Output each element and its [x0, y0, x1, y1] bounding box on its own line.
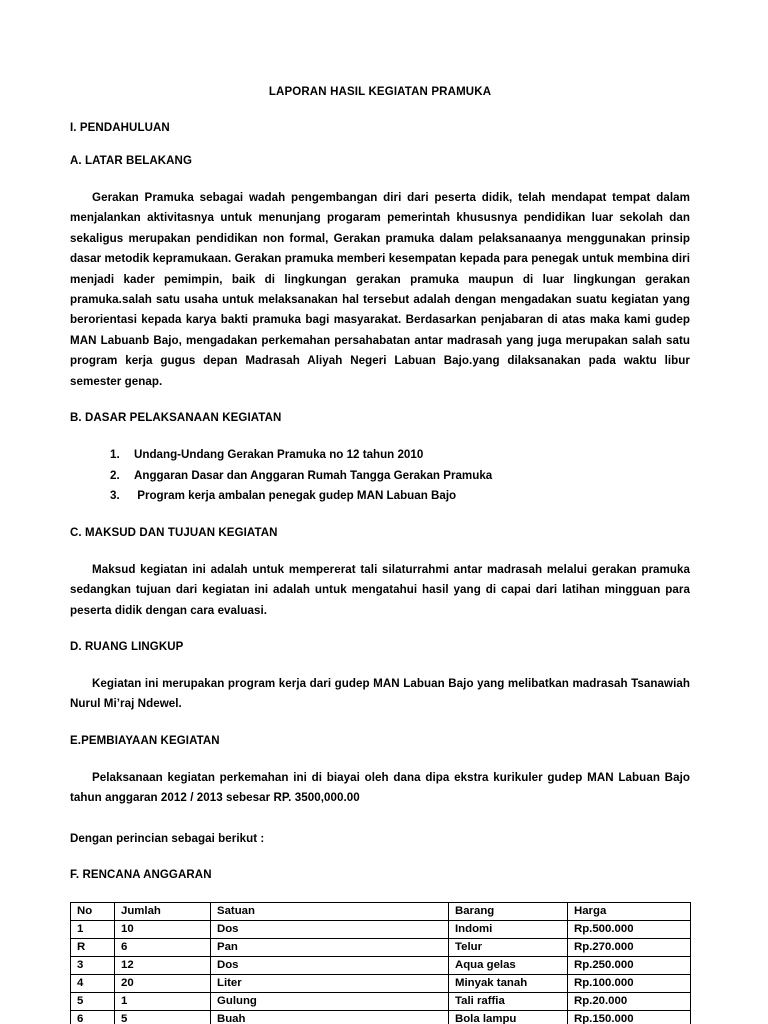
table-row [71, 975, 691, 993]
section-heading-latar-belakang: A. LATAR BELAKANG [70, 155, 193, 167]
cell-jumlah: 1 [115, 993, 211, 1011]
cell-jumlah: 20 [115, 975, 211, 993]
table-row [71, 939, 691, 957]
cell-satuan: Pan [211, 939, 449, 957]
cell-jumlah: 5 [115, 1011, 211, 1024]
paragraph-latar-belakang: Gerakan Pramuka sebagai wadah pengembangan diri dari peserta didik, telah mendapat tempat dalam menjalankan aktivitasnya untuk menunjang progaram pemerintah khususnya pendidikan luar sekolah dan sekaligus merupakan pendidikan non formal, Gerakan pramuka dalam pelaksanaanya menggunakan prinsip dasar metodik kepramukaan. Gerakan pramuka memberi kesempatan kepada para penegak untuk membina diri menjadi kader pemimpin, baik di lingkungan gerakan pramuka maupun di luar lingkungan gerakan pramuka.salah satu usaha untuk melaksanakan hal tersebut adalah dengan mengadakan suatu kegiatan yang berorientasi kepada karya bakti pramuka bagi masyarakat. Berdasarkan penjabaran di atas maka kami gudep MAN Labuanb Bajo, mengadakan perkemahan persahabatan antar madrasah yang juga merupakan salah satu program kerja gugus depan Madrasah Aliyah Negeri Labuan Bajo.yang dilaksanakan pada waktu libur semester genap. [70, 191, 690, 388]
table-header-cell-harga: Harga [568, 903, 691, 921]
cell-barang: Tali raffia [449, 993, 568, 1011]
list-dasar-pelaksanaan [70, 445, 690, 507]
table-row [71, 993, 691, 1011]
cell-barang: Aqua gelas [449, 957, 568, 975]
list-item-label: Undang-Undang Gerakan Pramuka no 12 tahun 2010 [134, 448, 424, 462]
cell-barang: Minyak tanah [449, 975, 568, 993]
cell-no: 5 [71, 993, 115, 1011]
list-item-number: 1. [110, 448, 120, 462]
list-item-label: Anggaran Dasar dan Anggaran Rumah Tangga Gerakan Pramuka [134, 468, 493, 482]
cell-satuan: Liter [211, 975, 449, 993]
cell-harga: Rp.100.000 [568, 975, 691, 993]
cell-harga: Rp.150.000 [568, 1011, 691, 1024]
list-item [70, 486, 690, 507]
cell-no: 4 [71, 975, 115, 993]
section-heading-maksud-tujuan: C. MAKSUD DAN TUJUAN KEGIATAN [70, 526, 278, 539]
list-item [70, 466, 690, 487]
cell-no: 3 [71, 957, 115, 975]
cell-satuan: Dos [211, 921, 449, 939]
cell-barang: Bola lampu [449, 1011, 568, 1024]
budget-table [70, 902, 691, 1024]
paragraph-perincian: Dengan perincian sebagai berikut : [70, 831, 265, 845]
cell-barang: Telur [449, 939, 568, 957]
cell-no: 1 [71, 921, 115, 939]
cell-harga: Rp.250.000 [568, 957, 691, 975]
section-heading-pendahuluan: I. PENDAHULUAN [70, 122, 170, 134]
cell-jumlah: 6 [115, 939, 211, 957]
list-item [70, 445, 690, 466]
table-row [71, 921, 691, 939]
cell-no: R [71, 939, 115, 957]
cell-barang: Indomi [449, 921, 568, 939]
table-row [71, 957, 691, 975]
section-heading-pembiayaan: E.PEMBIAYAAN KEGIATAN [70, 734, 220, 747]
section-heading-dasar-pelaksanaan: B. DASAR PELAKSANAAN KEGIATAN [70, 412, 282, 425]
list-item-number: 3. [110, 489, 120, 503]
cell-satuan: Gulung [211, 993, 449, 1011]
cell-satuan: Dos [211, 957, 449, 975]
cell-satuan: Buah [211, 1011, 449, 1024]
cell-harga: Rp.270.000 [568, 939, 691, 957]
document-body [70, 86, 690, 1024]
cell-jumlah: 12 [115, 957, 211, 975]
cell-harga: Rp.20.000 [568, 993, 691, 1011]
cell-harga: Rp.500.000 [568, 921, 691, 939]
section-heading-rencana-anggaran: F. RENCANA ANGGARAN [70, 869, 212, 882]
cell-no: 6 [71, 1011, 115, 1024]
table-row [71, 1011, 691, 1024]
page-title: LAPORAN HASIL KEGIATAN PRAMUKA [268, 86, 492, 98]
table-header-cell-jumlah: Jumlah [115, 903, 211, 921]
table-header-row [71, 903, 691, 921]
paragraph-ruang-lingkup: Kegiatan ini merupakan program kerja dari gudep MAN Labuan Bajo yang melibatkan madrasah Tsanawiah Nurul Mi’raj Ndewel. [70, 677, 690, 711]
paragraph-pembiayaan: Pelaksanaan kegiatan perkemahan ini di biayai oleh dana dipa ekstra kurikuler gudep MAN Labuan Bajo tahun anggaran 2012 / 2013 sebesar RP. 3500,000.00 [70, 770, 690, 805]
paragraph-maksud-tujuan: Maksud kegiatan ini adalah untuk mempererat tali silaturrahmi antar madrasah melalui gerakan pramuka sedangkan tujuan dari kegiatan ini adalah untuk mengatahui hasil yang di capai dari latihan mingguan para peserta didik dengan cara evaluasi. [70, 562, 690, 617]
table-header-cell-no: No [71, 903, 115, 921]
section-heading-ruang-lingkup: D. RUANG LINGKUP [70, 641, 184, 654]
table-header-cell-barang: Barang [449, 903, 568, 921]
list-item-label: Program kerja ambalan penegak gudep MAN Labuan Bajo [134, 489, 457, 503]
list-item-number: 2. [110, 468, 120, 482]
table-header-cell-satuan: Satuan [211, 903, 449, 921]
cell-jumlah: 10 [115, 921, 211, 939]
